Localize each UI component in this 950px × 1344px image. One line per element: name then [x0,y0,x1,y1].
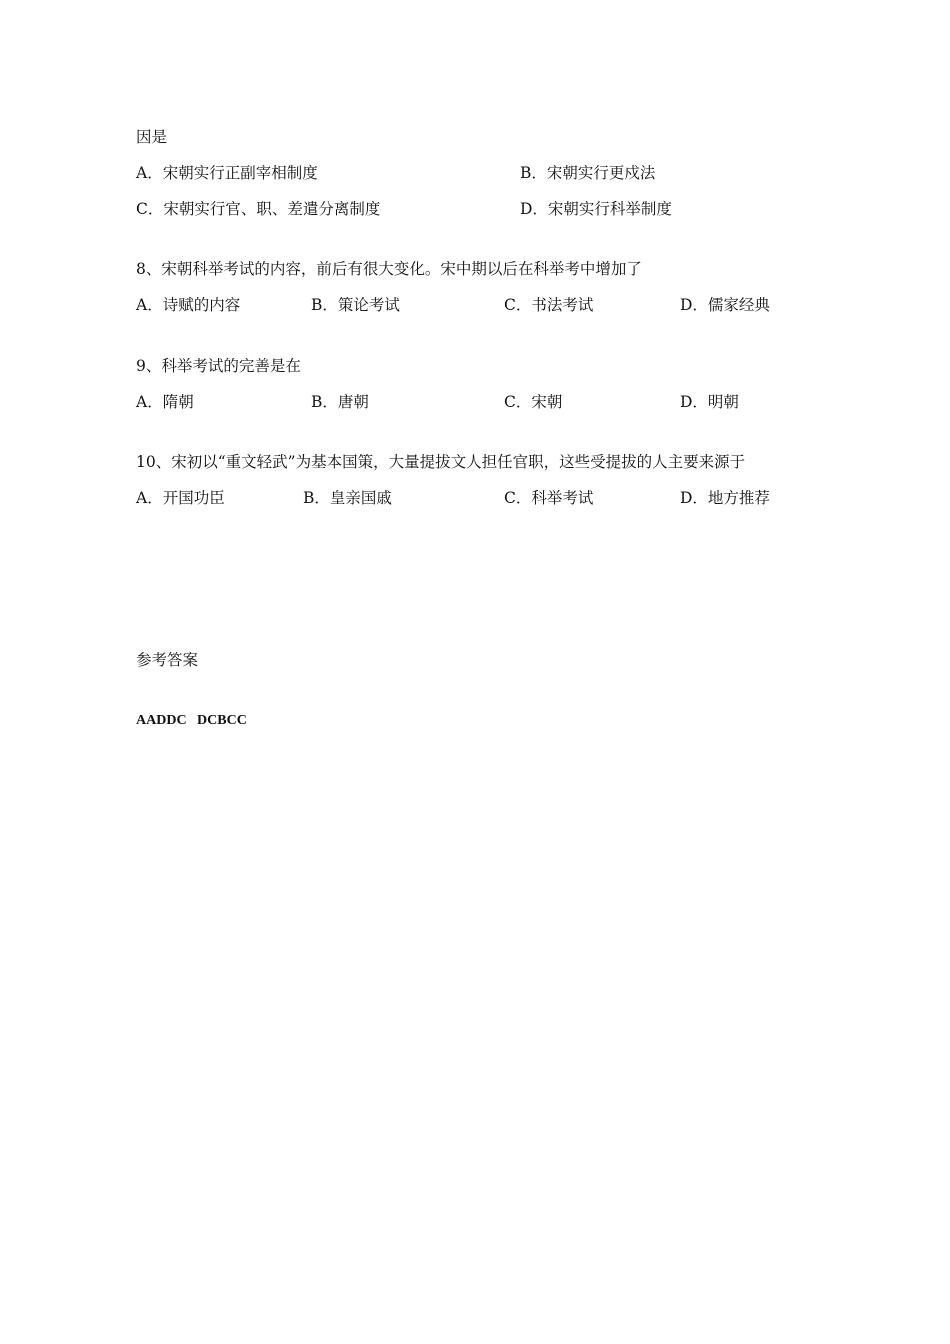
q9-stem: 9、科举考试的完善是在 [136,357,301,375]
q10-option-d: D．地方推荐 [680,489,770,507]
q7-option-c: C．宋朝实行官、职、差遣分离制度 [136,200,381,218]
q10-stem: 10、宋初以“重文轻武”为基本国策，大量提拔文人担任官职，这些受提拔的人主要来源于 [136,453,746,471]
q9-option-b: B．唐朝 [311,393,369,411]
q9-options-row [136,392,836,412]
q7-stem-tail: 因是 [136,128,168,146]
q8-option-d: D．儒家经典 [680,296,770,314]
q7-option-b: B．宋朝实行更戍法 [520,164,656,182]
q7-option-a: A．宋朝实行正副宰相制度 [136,164,318,182]
answer-key: AADDC DCBCC [136,713,247,728]
q8-option-c: C．书法考试 [504,296,594,314]
q8-option-b: B．策论考试 [311,296,400,314]
q7-options-row-1 [136,163,836,183]
q10-option-a: A．开国功臣 [136,489,225,507]
q8-options-row [136,295,836,315]
q9-option-c: C．宋朝 [504,393,563,411]
q7-option-d: D．宋朝实行科举制度 [520,200,672,218]
q7-options-row-2 [136,199,836,219]
q9-option-d: D．明朝 [680,393,739,411]
q8-option-a: A．诗赋的内容 [136,296,241,314]
q10-option-c: C．科举考试 [504,489,594,507]
q10-option-b: B．皇亲国戚 [303,489,392,507]
q10-options-row [136,488,836,508]
answer-heading: 参考答案 [136,651,199,669]
q8-stem: 8、宋朝科举考试的内容，前后有很大变化。宋中期以后在科举考中增加了 [136,260,642,278]
q9-option-a: A．隋朝 [136,393,194,411]
